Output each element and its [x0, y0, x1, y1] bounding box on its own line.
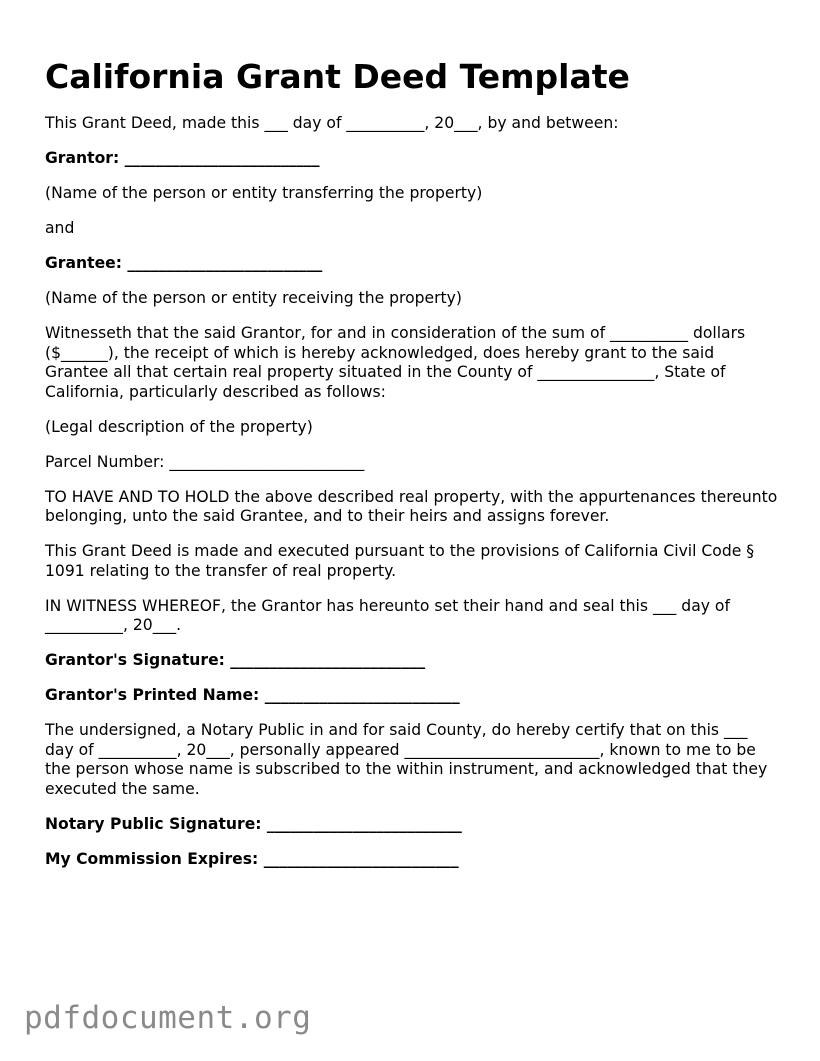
document-title: California Grant Deed Template: [45, 57, 630, 96]
witnesseth-paragraph: Witnesseth that the said Grantor, for and in consideration of the sum of __________ dollars ($______), the receipt of which is hereby acknowledged, does hereby grant to the said Grantee all that certain real property situated in the County of _______________, State of California, particularly described as follows:: [45, 324, 746, 401]
notary-signature-field: Notary Public Signature: _________________________: [45, 814, 462, 833]
habendum-paragraph: TO HAVE AND TO HOLD the above described real property, with the appurtenances thereunto belonging, unto the said Grantee, and to their heirs and assigns forever.: [45, 487, 778, 525]
grantor-note: (Name of the person or entity transferring the property): [45, 184, 483, 202]
civil-code-paragraph: This Grant Deed is made and executed pursuant to the provisions of California Civil Code § 1091 relating to the transfer of real property.: [45, 542, 755, 580]
legal-description: (Legal description of the property): [45, 417, 313, 436]
parcel-number-field: Parcel Number: _________________________: [45, 452, 365, 471]
document-page: [45, 58, 780, 885]
and-text: and: [45, 219, 75, 237]
grantor-field: Grantor: _________________________: [45, 149, 320, 167]
in-witness-paragraph: IN WITNESS WHEREOF, the Grantor has hereunto set their hand and seal this ___ day of __________, 20___.: [45, 596, 730, 634]
grantor-printed-name-field: Grantor's Printed Name: _________________________: [45, 686, 460, 704]
watermark: pdfdocument.org: [24, 1000, 312, 1036]
grantee-note: (Name of the person or entity receiving the property): [45, 289, 462, 307]
grantee-field: Grantee: _________________________: [45, 254, 323, 272]
notary-paragraph: The undersigned, a Notary Public in and for said County, do hereby certify that on this ___ day of __________, 20___, personally appeared _________________________, known to me to be the person whose name is subscribed to the within instrument, and acknowledged that they executed the same.: [45, 721, 768, 798]
grantor-signature-field: Grantor's Signature: _________________________: [45, 651, 426, 669]
intro-paragraph: This Grant Deed, made this ___ day of __________, 20___, by and between:: [45, 114, 619, 132]
commission-expires-field: My Commission Expires: _________________________: [45, 849, 459, 868]
